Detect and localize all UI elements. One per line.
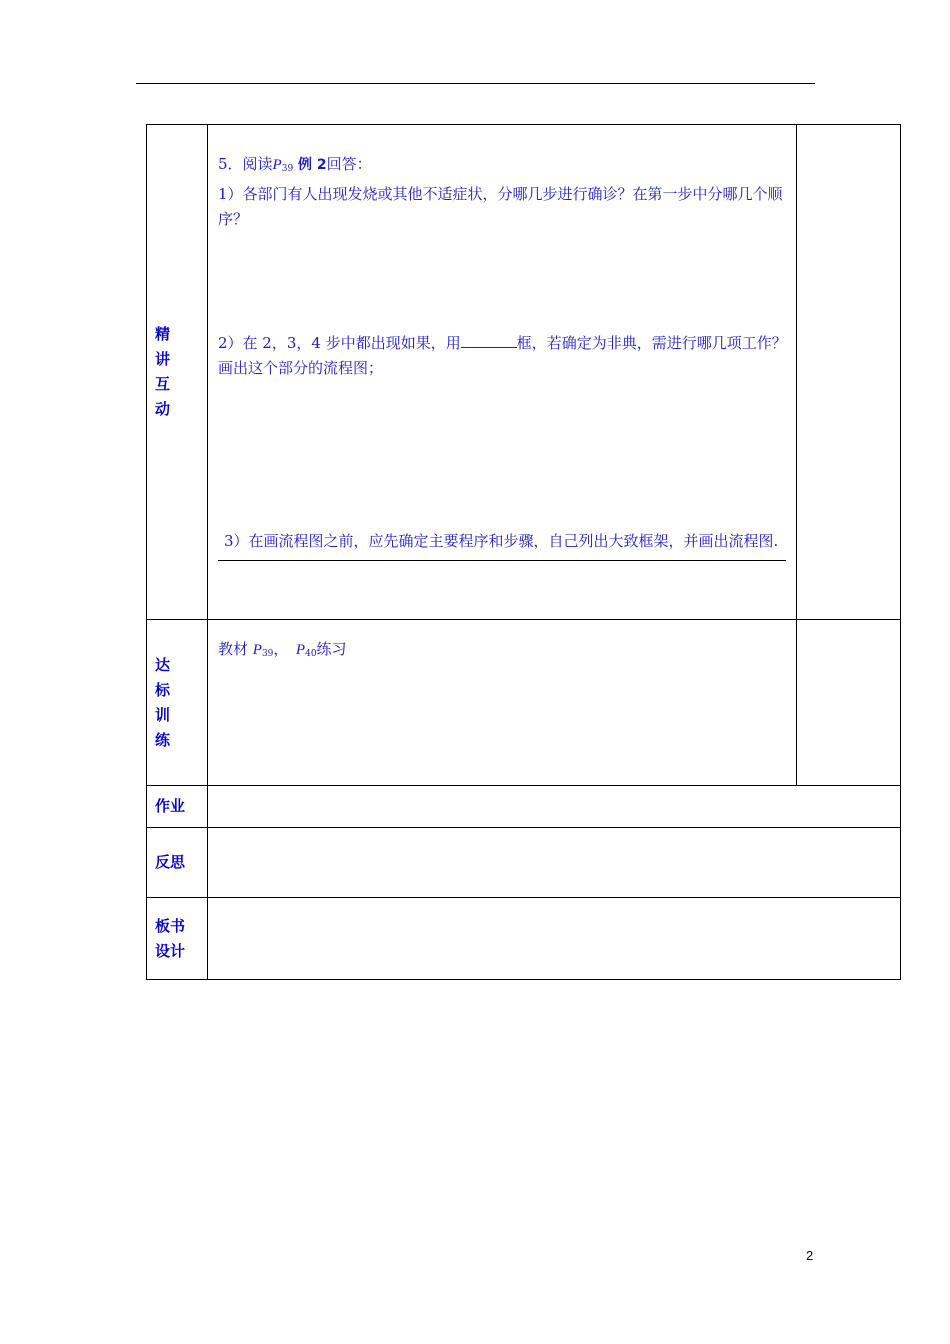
lesson-plan-table xyxy=(146,124,901,980)
board-design-content xyxy=(208,898,901,980)
question-5-heading: 5．阅读$P_{39}$ 例 2回答： xyxy=(218,155,372,174)
homework-label: 作业 xyxy=(147,786,208,828)
header-rule xyxy=(136,83,815,84)
reflection-content xyxy=(208,828,901,898)
fill-in-blank xyxy=(461,333,517,348)
reflection-label: 反思 xyxy=(147,828,208,898)
practice-label: 达 标 训 练 xyxy=(147,620,208,786)
reflection-row xyxy=(147,828,901,898)
homework-content xyxy=(208,786,901,828)
question-1: 1）各部门有人出现发烧或其他不适症状，分哪几步进行确诊？在第一步中分哪几个顺序？ xyxy=(218,185,783,228)
explain-notes xyxy=(797,125,901,620)
answer-line xyxy=(218,560,786,561)
explain-content xyxy=(208,125,797,620)
board-design-label: 板书 设计 xyxy=(147,898,208,980)
practice-notes xyxy=(797,620,901,786)
homework-row xyxy=(147,786,901,828)
page-number: 2 xyxy=(806,1248,814,1263)
board-design-row xyxy=(147,898,901,980)
question-2: 2）在 2，3，4 步中都出现如果，用 框，若确定为非典，需进行哪几项工作？画出这个部分的流程图； xyxy=(218,334,787,377)
explain-row xyxy=(147,125,901,620)
practice-row xyxy=(147,620,901,786)
practice-text: 教材 $P_{39}$， $P_{40}$练习 xyxy=(218,640,347,659)
practice-content xyxy=(208,620,797,786)
question-3: 3）在画流程图之前，应先确定主要程序和步骤，自己列出大致框架，并画出流程图. xyxy=(224,532,779,550)
explain-label: 精 讲 互 动 xyxy=(147,125,208,620)
